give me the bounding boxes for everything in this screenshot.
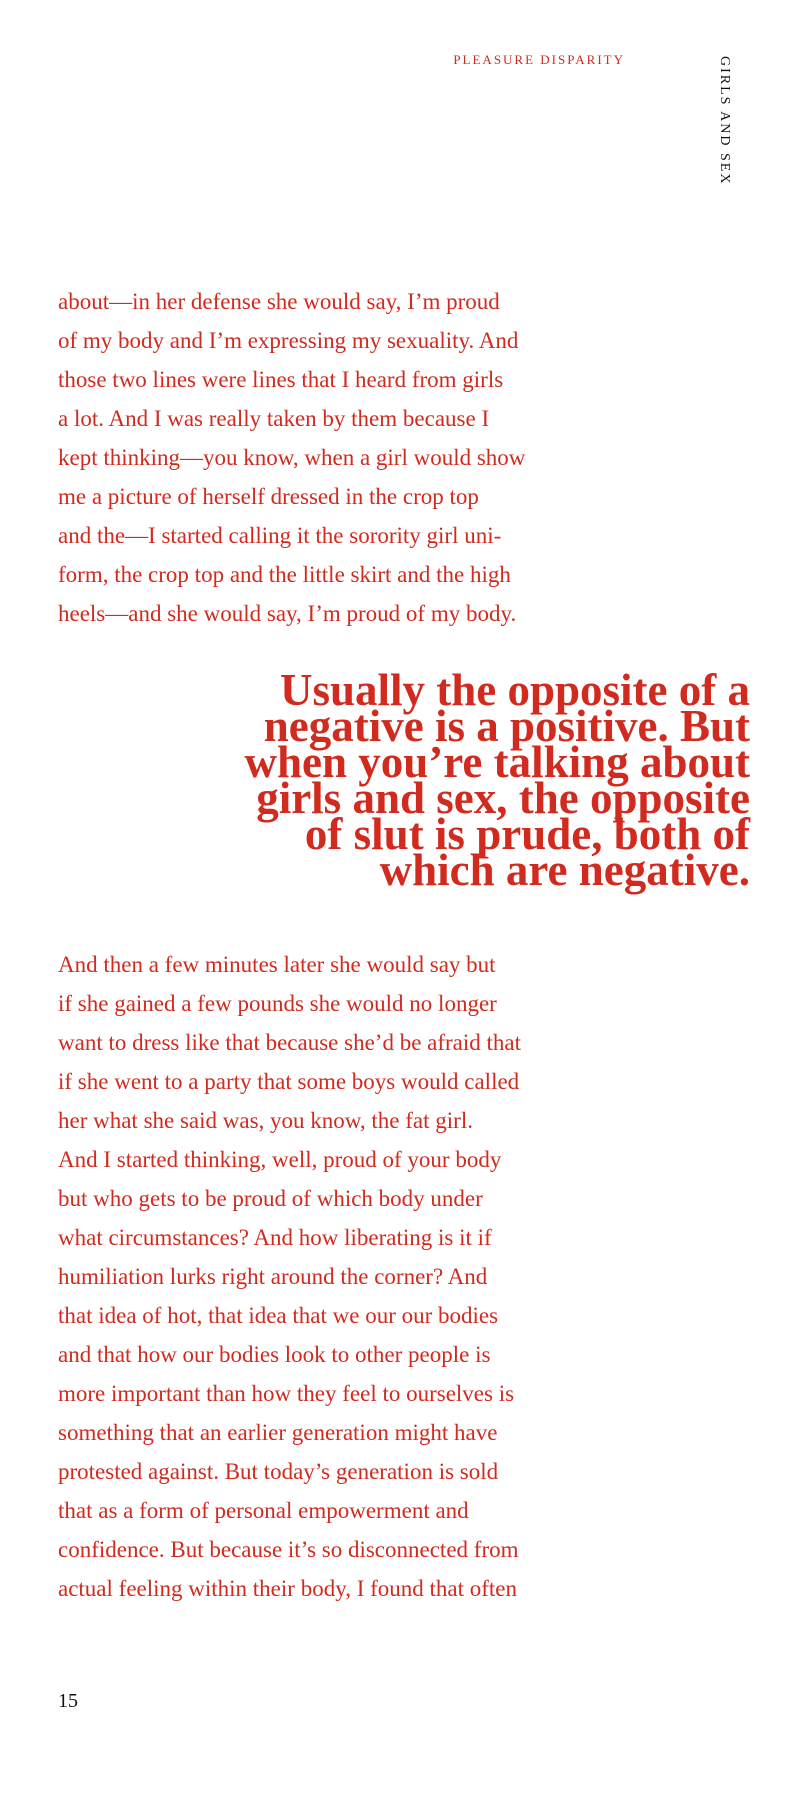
text-line: And then a few minutes later she would say but (58, 952, 496, 977)
vertical-book-title: GIRLS AND SEX (717, 56, 732, 186)
text-line: but who gets to be proud of which body under (58, 1186, 483, 1211)
text-line: of my body and I’m expressing my sexuality. And (58, 328, 519, 353)
text-line: those two lines were lines that I heard from girls (58, 367, 504, 392)
pull-quote-line: negative is a positive. But (263, 701, 750, 751)
pull-quote (30, 665, 750, 895)
text-line: if she gained a few pounds she would no longer (58, 991, 497, 1016)
pull-quote-line: girls and sex, the opposite (256, 773, 750, 823)
text-line: humiliation lurks right around the corner? And (58, 1264, 488, 1289)
body-paragraph-bottom (58, 945, 638, 1608)
pull-quote-line: Usually the opposite of a (279, 665, 750, 715)
pull-quote-line: when you’re talking about (244, 737, 750, 787)
text-line: me a picture of herself dressed in the crop top (58, 484, 479, 509)
page-number: 15 (58, 1690, 78, 1712)
text-line: And I started thinking, well, proud of your body (58, 1147, 502, 1172)
text-line: her what she said was, you know, the fat girl. (58, 1108, 473, 1133)
text-line: about—in her defense she would say, I’m proud (58, 289, 500, 314)
pull-quote-line: of slut is prude, both of (304, 809, 750, 859)
running-head: PLEASURE DISPARITY (453, 52, 625, 67)
text-line: a lot. And I was really taken by them because I (58, 406, 490, 431)
text-line: something that an earlier generation might have (58, 1420, 498, 1445)
text-line: heels—and she would say, I’m proud of my body. (58, 601, 517, 626)
text-line: kept thinking—you know, when a girl would show (58, 445, 526, 470)
text-line: confidence. But because it’s so disconnected from (58, 1537, 519, 1562)
text-line: what circumstances? And how liberating is it if (58, 1225, 492, 1250)
text-line: that idea of hot, that idea that we our our bodies (58, 1303, 499, 1328)
text-line: if she went to a party that some boys would called (58, 1069, 520, 1094)
body-paragraph-top (58, 282, 638, 633)
text-line: that as a form of personal empowerment and (58, 1498, 469, 1523)
text-line: and that how our bodies look to other people is (58, 1342, 491, 1367)
text-line: want to dress like that because she’d be afraid that (58, 1030, 522, 1055)
pull-quote-line: which are negative. (379, 845, 750, 895)
text-line: form, the crop top and the little skirt and the high (58, 562, 511, 587)
text-line: and the—I started calling it the sorority girl uni- (58, 523, 502, 548)
text-line: more important than how they feel to ourselves is (58, 1381, 515, 1406)
text-line: actual feeling within their body, I found that often (58, 1576, 518, 1601)
text-line: protested against. But today’s generation is sold (58, 1459, 499, 1484)
